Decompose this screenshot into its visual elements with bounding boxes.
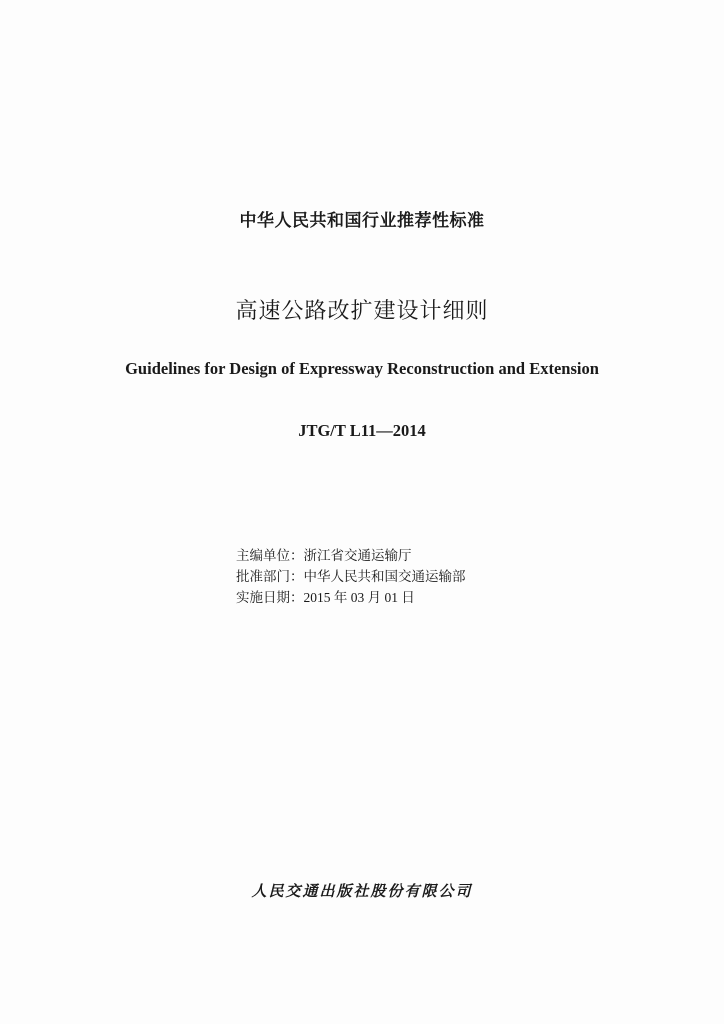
info-row-approver <box>236 566 466 587</box>
info-label: 批准部门： <box>236 569 304 584</box>
publisher-name: 人民交通出版社股份有限公司 <box>251 882 473 900</box>
chinese-title: 高速公路改扩建设计细则 <box>235 299 489 324</box>
english-title: Guidelines for Design of Expressway Reconstruction and Extension <box>125 359 599 378</box>
info-value: 中华人民共和国交通运输部 <box>303 569 466 584</box>
info-row-editor <box>236 545 466 566</box>
document-info-block <box>236 545 466 608</box>
info-row-effective-date <box>236 587 466 608</box>
info-value: 2015 年 03 月 01 日 <box>303 590 415 605</box>
info-value: 浙江省交通运输厅 <box>303 548 412 563</box>
info-label: 主编单位： <box>236 548 304 563</box>
info-label: 实施日期： <box>236 590 304 605</box>
standard-series-line: 中华人民共和国行业推荐性标准 <box>239 211 485 231</box>
standard-code: JTG/T L11—2014 <box>298 421 426 440</box>
